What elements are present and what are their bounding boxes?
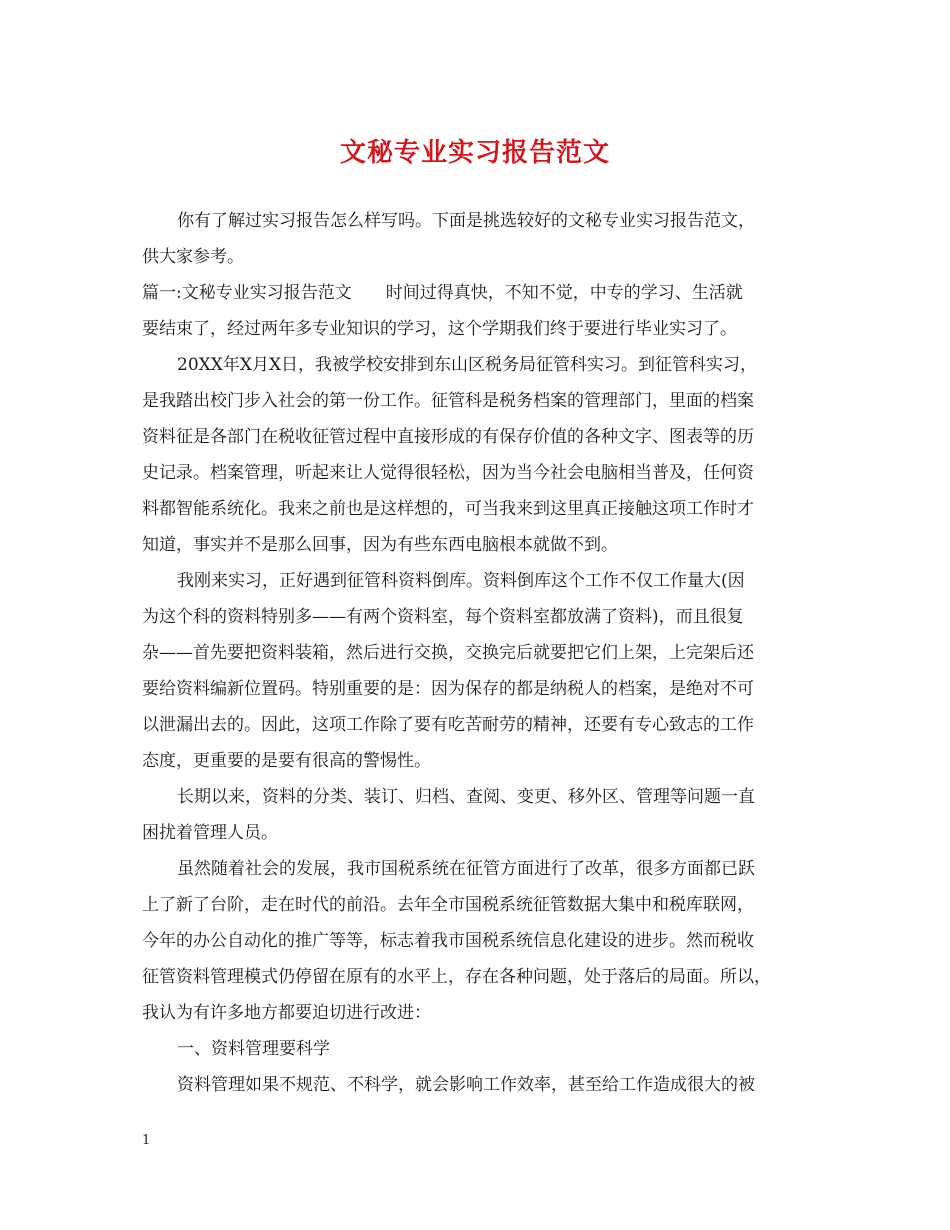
paragraph-line: 杂——首先要把资料装箱，然后进行交换，交换完后就要把它们上架，上完架后还	[142, 643, 754, 663]
paragraph-line: 今年的办公自动化的推广等等，标志着我市国税系统信息化建设的进步。然而税收	[142, 931, 754, 951]
paragraph-line: 征管资料管理模式仍停留在原有的水平上，存在各种问题，处于落后的局面。所以，	[142, 967, 771, 987]
paragraph-line: 20XX年X月X日，我被学校安排到东山区税务局征管科实习。到征管科实习，	[177, 355, 758, 375]
paragraph-line: 知道，事实并不是那么回事，因为有些东西电脑根本就做不到。	[142, 535, 618, 555]
paragraph-line: 料都智能系统化。我来之前也是这样想的，可当我来到这里真正接触这项工作时才	[142, 499, 754, 519]
paragraph-line: 篇一:文秘专业实习报告范文 时间过得真快，不知不觉，中专的学习、生活就	[142, 283, 743, 303]
paragraph-line: 你有了解过实习报告怎么样写吗。下面是挑选较好的文秘专业实习报告范文，	[177, 211, 755, 231]
paragraph-line: 要给资料编新位置码。特别重要的是：因为保存的都是纳税人的档案，是绝对不可	[142, 679, 754, 699]
paragraph-line: 供大家参考。	[142, 247, 244, 267]
paragraph-line: 困扰着管理人员。	[142, 823, 278, 843]
paragraph-line: 虽然随着社会的发展，我市国税系统在征管方面进行了改革，很多方面都已跃	[177, 859, 755, 879]
paragraph-line: 态度，更重要的是要有很高的警惕性。	[142, 751, 431, 771]
paragraph-line: 是我踏出校门步入社会的第一份工作。征管科是税务档案的管理部门，里面的档案	[142, 391, 754, 411]
paragraph-line: 资料管理如果不规范、不科学，就会影响工作效率，甚至给工作造成很大的被	[177, 1075, 755, 1095]
paragraph-line: 要结束了，经过两年多专业知识的学习，这个学期我们终于要进行毕业实习了。	[142, 319, 737, 339]
paragraph-line: 以泄漏出去的。因此，这项工作除了要有吃苦耐劳的精神，还要有专心致志的工作	[142, 715, 754, 735]
section-heading: 一、资料管理要科学	[177, 1039, 330, 1059]
paragraph-line: 我刚来实习，正好遇到征管科资料倒库。资料倒库这个工作不仅工作量大(因	[177, 571, 745, 591]
paragraph-line: 资料征是各部门在税收征管过程中直接形成的有保存价值的各种文字、图表等的历	[142, 427, 754, 447]
document-body	[142, 203, 810, 1103]
document-title: 文秘专业实习报告范文	[339, 138, 610, 168]
paragraph-line: 史记录。档案管理，听起来让人觉得很轻松，因为当今社会电脑相当普及，任何资	[142, 463, 754, 483]
paragraph-line: 上了新了台阶，走在时代的前沿。去年全市国税系统征管数据大集中和税库联网，	[142, 895, 754, 915]
page-number: 1	[142, 1133, 151, 1148]
paragraph-line: 我认为有许多地方都要迫切进行改进：	[142, 1003, 431, 1023]
paragraph-line: 为这个科的资料特别多——有两个资料室，每个资料室都放满了资料)，而且很复	[142, 607, 744, 627]
paragraph-line: 长期以来，资料的分类、装订、归档、查阅、变更、移外区、管理等问题一直	[177, 787, 755, 807]
